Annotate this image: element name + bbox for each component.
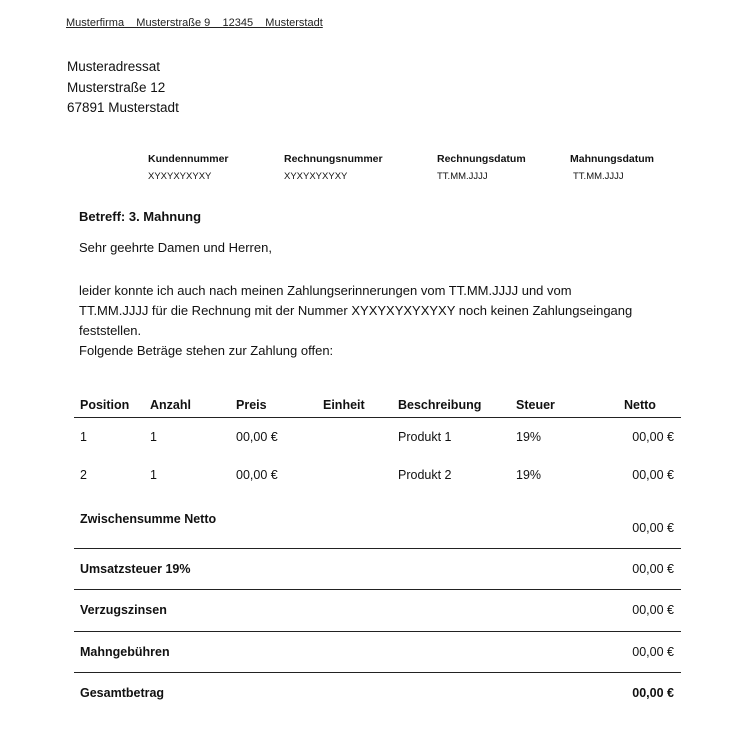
vat-value: 00,00 € [632,562,674,576]
body-line: TT.MM.JJJJ für die Rechnung mit der Nummer XYXYXYXYXYXY noch keinen Zahlungseingang [79,303,633,318]
cell-tax: 19% [516,468,542,482]
meta-label: Kundennummer [148,153,229,165]
summary-divider [74,631,681,632]
cell-net: 00,00 € [632,430,674,444]
vat-label: Umsatzsteuer 19% [80,562,191,576]
meta-reminder-date [570,151,654,185]
body-line: leider konnte ich auch nach meinen Zahlungserinnerungen vom TT.MM.JJJJ und vom [79,283,572,298]
col-header-quantity: Anzahl [150,398,191,412]
cell-price: 00,00 € [236,468,278,482]
sender-line: Musterfirma Musterstraße 9 12345 Musterstadt [66,17,323,29]
meta-label: Rechnungsnummer [284,153,383,165]
meta-value: XYXYXYXYXY [284,171,348,182]
subtotal-value: 00,00 € [632,521,674,535]
cell-quantity: 1 [150,430,157,444]
meta-label: Rechnungsdatum [437,153,526,165]
meta-invoice-number [284,151,383,185]
meta-value: TT.MM.JJJJ [437,171,488,182]
meta-value: TT.MM.JJJJ [573,171,624,182]
total-label: Gesamtbetrag [80,686,165,700]
subject-line: Betreff: 3. Mahnung [79,209,202,224]
cell-position: 2 [80,468,87,482]
total-value: 00,00 € [632,686,674,700]
cell-net: 00,00 € [632,468,674,482]
summary-divider [74,589,681,590]
recipient-city: 67891 Musterstadt [67,100,179,115]
meta-label: Mahnungsdatum [570,153,654,165]
recipient-street: Musterstraße 12 [67,79,166,95]
summary-divider [74,548,681,549]
interest-label: Verzugszinsen [80,603,167,617]
meta-value: XYXYXYXYXY [148,171,212,182]
summary-divider [74,672,681,673]
col-header-net: Netto [624,398,656,412]
col-header-description: Beschreibung [398,398,482,412]
body-line: Folgende Beträge stehen zur Zahlung offen: [79,343,334,358]
col-header-price: Preis [236,398,267,412]
greeting: Sehr geehrte Damen und Herren, [79,240,272,255]
col-header-unit: Einheit [323,398,365,412]
cell-description: Produkt 2 [398,468,452,482]
cell-position: 1 [80,430,87,444]
fees-value: 00,00 € [632,645,674,659]
recipient-name: Musteradressat [67,59,161,74]
subtotal-label: Zwischensumme Netto [80,512,217,526]
interest-value: 00,00 € [632,603,674,617]
cell-quantity: 1 [150,468,157,482]
fees-label: Mahngebühren [80,645,170,659]
col-header-tax: Steuer [516,398,555,412]
cell-description: Produkt 1 [398,430,452,444]
meta-customer-number [148,151,229,185]
cell-price: 00,00 € [236,430,278,444]
table-header-divider [74,417,681,418]
recipient-address [67,57,179,119]
meta-invoice-date [437,151,526,185]
col-header-position: Position [80,398,130,412]
body-line: feststellen. [79,323,142,338]
body-text [79,281,679,361]
cell-tax: 19% [516,430,542,444]
